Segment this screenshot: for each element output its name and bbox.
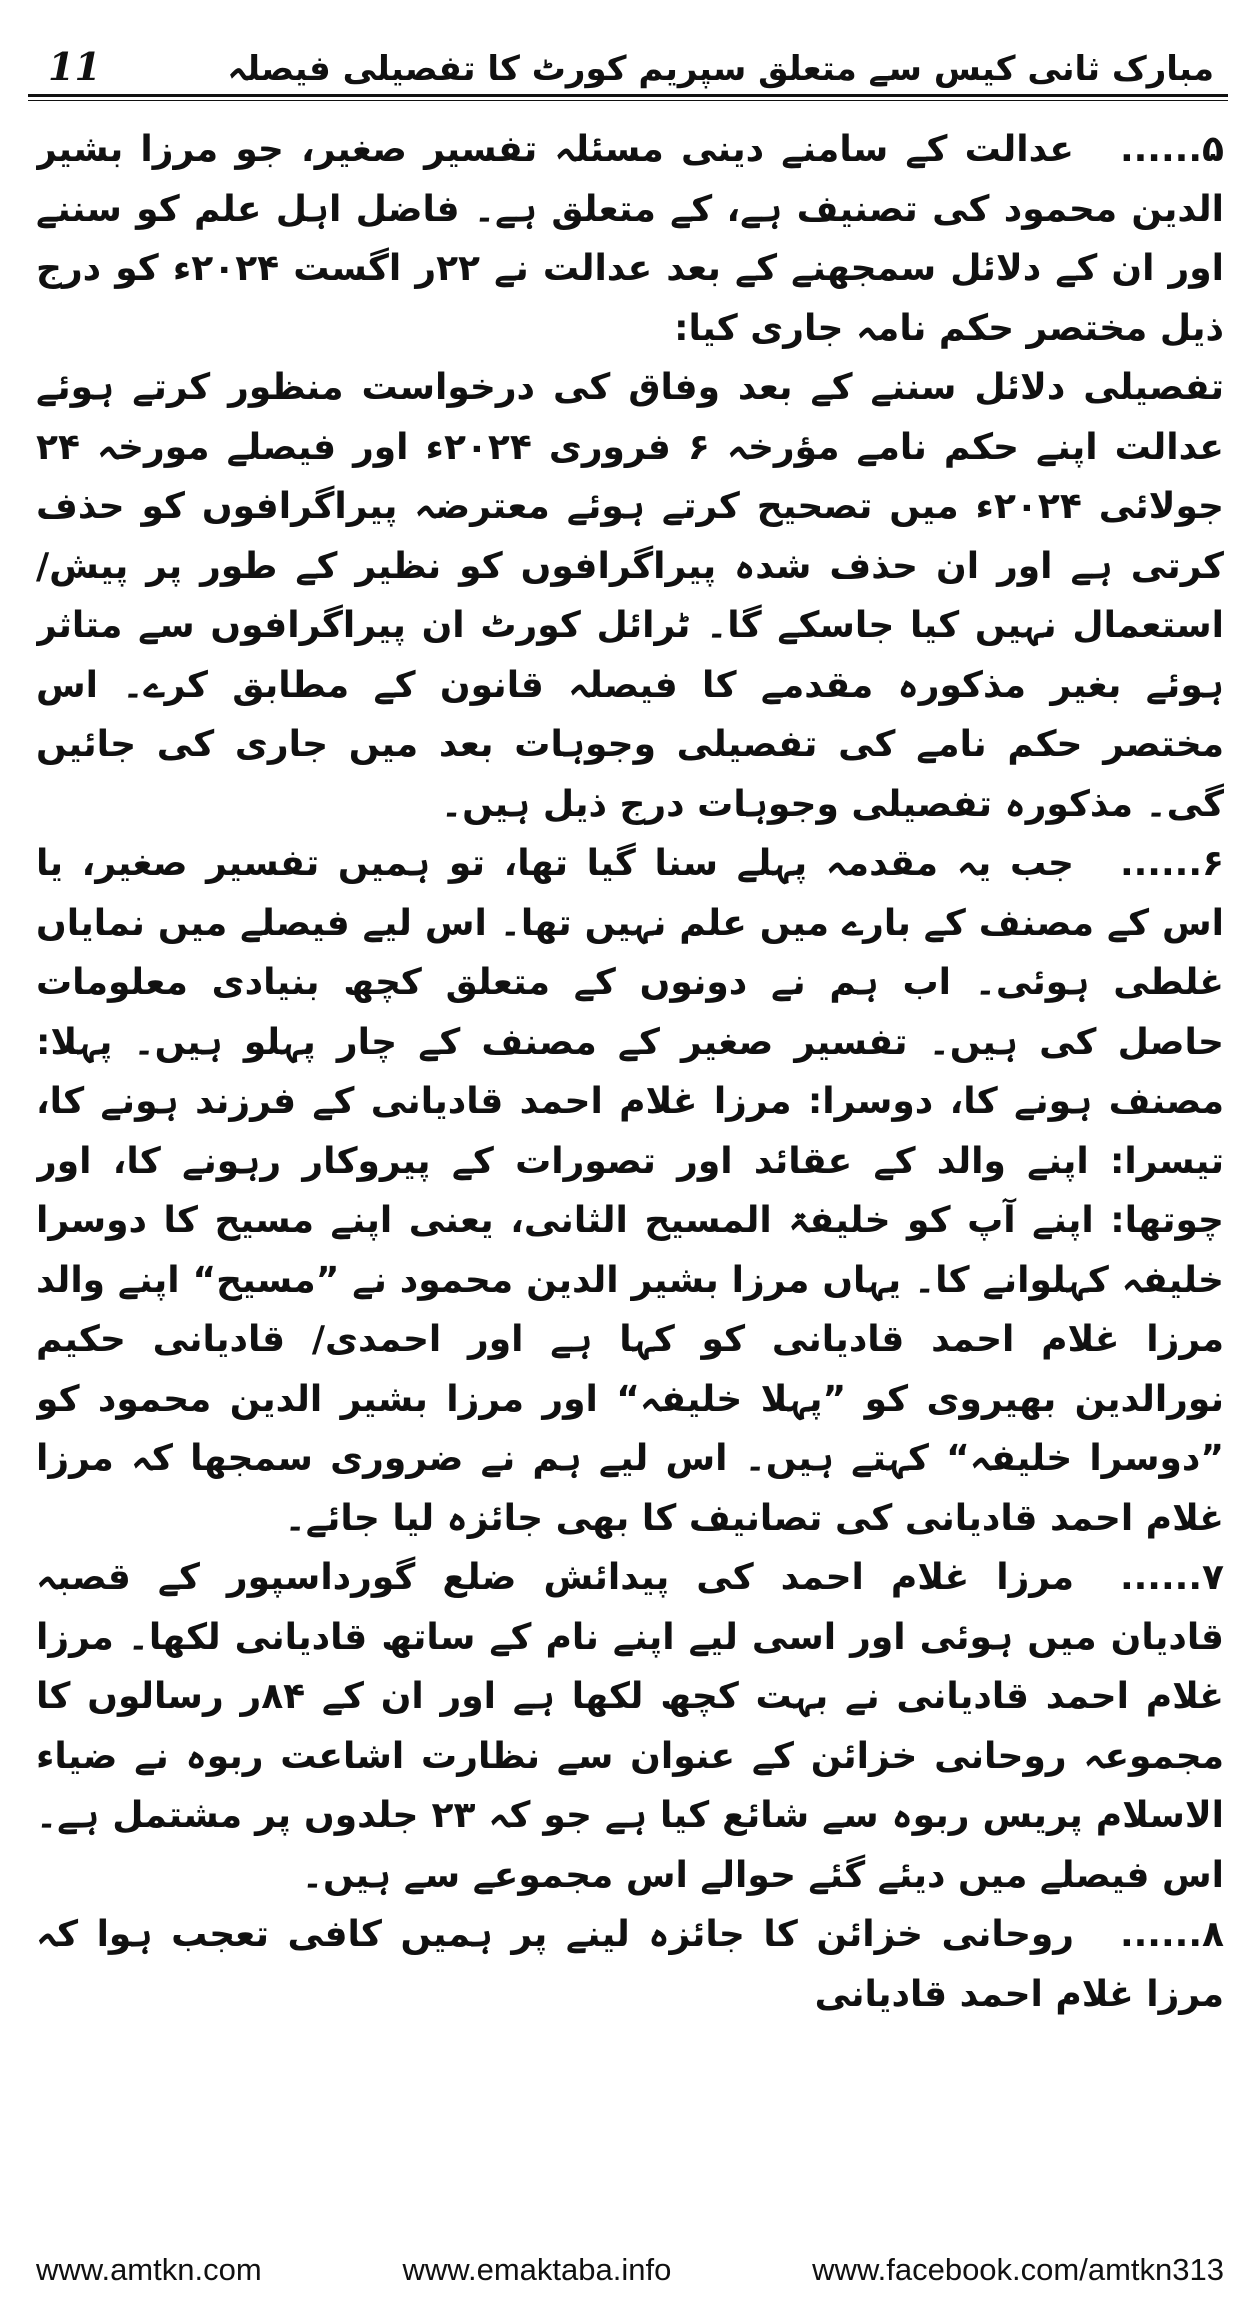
footer-link-amtkn[interactable]: www.amtkn.com bbox=[36, 2252, 262, 2287]
paragraph-text: جب یہ مقدمہ پہلے سنا گیا تھا، تو ہمیں تفسیر صغیر، یا اس کے مصنف کے بارے میں علم نہیں تھا۔ اس لیے فیصلے میں نمایاں غلطی ہوئی۔ اب ہم نے دونوں کے متعلق کچھ بنیادی معلومات حاصل کی ہیں۔ تفسیر صغیر کے مصنف کے چار پہلو ہیں۔ پہلا: مصنف ہونے کا، دوسرا: مرزا غلام احمد قادیانی کے فرزند ہونے کا، تیسرا: اپنے والد کے عقائد اور تصورات کے پیروکار رہونے کا، اور چوتھا: اپنے آپ کو خلیفۃ المسیح الثانی، یعنی اپنے مسیح کا دوسرا خلیفہ کہلوانے کا۔ یہاں مرزا بشیر الدین محمود نے ”مسیح“ اپنے والد مرزا غلام احمد قادیانی کو کہا ہے اور احمدی/ قادیانی حکیم نورالدین بھیروی کو ”پہلا خلیفہ“ اور مرزا بشیر الدین محمود کو ”دوسرا خلیفہ“ کہتے ہیں۔ اس لیے ہم نے ضروری سمجھا کہ مرزا غلام احمد قادیانی کی تصانیف کا بھی جائزہ لیا جائے۔ bbox=[36, 843, 1224, 1539]
running-title: مبارک ثانی کیس سے متعلق سپریم کورٹ کا تفصیلی فیصلہ bbox=[227, 49, 1214, 89]
paragraph-text: عدالت کے سامنے دینی مسئلہ تفسیر صغیر، جو مرزا بشیر الدین محمود کی تصنیف ہے، کے متعلق ہے۔ فاضل اہل علم کو سننے اور ان کے دلائل سمجھنے کے بعد عدالت نے ۲۲ر اگست ۲۰۲۴ء کو درج ذیل مختصر حکم نامہ جاری کیا: bbox=[36, 129, 1224, 349]
paragraph-8 bbox=[36, 1905, 1224, 2024]
paragraph-5 bbox=[36, 120, 1224, 358]
short-order-quote bbox=[36, 358, 1224, 834]
paragraph-6 bbox=[36, 834, 1224, 1548]
header-divider bbox=[28, 94, 1228, 97]
paragraph-number: ۶...... bbox=[1119, 843, 1224, 884]
paragraph-7 bbox=[36, 1548, 1224, 1905]
page-footer bbox=[36, 2248, 1224, 2292]
paragraph-number: ۵...... bbox=[1119, 129, 1224, 170]
header-divider-thin bbox=[28, 100, 1228, 101]
page-header bbox=[28, 24, 1228, 89]
footer-link-facebook[interactable]: www.facebook.com/amtkn313 bbox=[812, 2252, 1224, 2287]
document-body bbox=[36, 120, 1224, 2190]
paragraph-text: مرزا غلام احمد کی پیدائش ضلع گورداسپور کے قصبہ قادیان میں ہوئی اور اسی لیے اپنے نام کے ساتھ قادیانی لکھا۔ مرزا غلام احمد قادیانی نے بہت کچھ لکھا ہے اور ان کے ۸۴ر رسالوں کا مجموعہ روحانی خزائن کے عنوان سے نظارت اشاعت ربوہ نے ضیاء الاسلام پریس ربوہ سے شائع کیا ہے جو کہ ۲۳ جلدوں پر مشتمل ہے۔ اس فیصلے میں دیئے گئے حوالے اس مجموعے سے ہیں۔ bbox=[36, 1557, 1224, 1896]
paragraph-text: تفصیلی دلائل سننے کے بعد وفاق کی درخواست منظور کرتے ہوئے عدالت اپنے حکم نامے مؤرخہ ۶ فروری ۲۰۲۴ء اور فیصلے مورخہ ۲۴ جولائی ۲۰۲۴ء میں تصحیح کرتے ہوئے معترضہ پیراگرافوں کو حذف کرتی ہے اور ان حذف شدہ پیراگرافوں کو نظیر کے طور پر پیش/ استعمال نہیں کیا جاسکے گا۔ ٹرائل کورٹ ان پیراگرافوں سے متاثر ہوئے بغیر مذکورہ مقدمے کا فیصلہ قانون کے مطابق کرے۔ اس مختصر حکم نامے کی تفصیلی وجوہات بعد میں جاری کی جائیں گی۔ مذکورہ تفصیلی وجوہات درج ذیل ہیں۔ bbox=[36, 367, 1224, 825]
paragraph-number: ۸...... bbox=[1119, 1914, 1224, 1955]
footer-link-emaktaba[interactable]: www.emaktaba.info bbox=[402, 2252, 672, 2287]
paragraph-number: ۷...... bbox=[1119, 1557, 1224, 1598]
page-number: 11 bbox=[48, 44, 101, 89]
paragraph-text: روحانی خزائن کا جائزہ لینے پر ہمیں کافی تعجب ہوا کہ مرزا غلام احمد قادیانی bbox=[36, 1914, 1224, 2015]
